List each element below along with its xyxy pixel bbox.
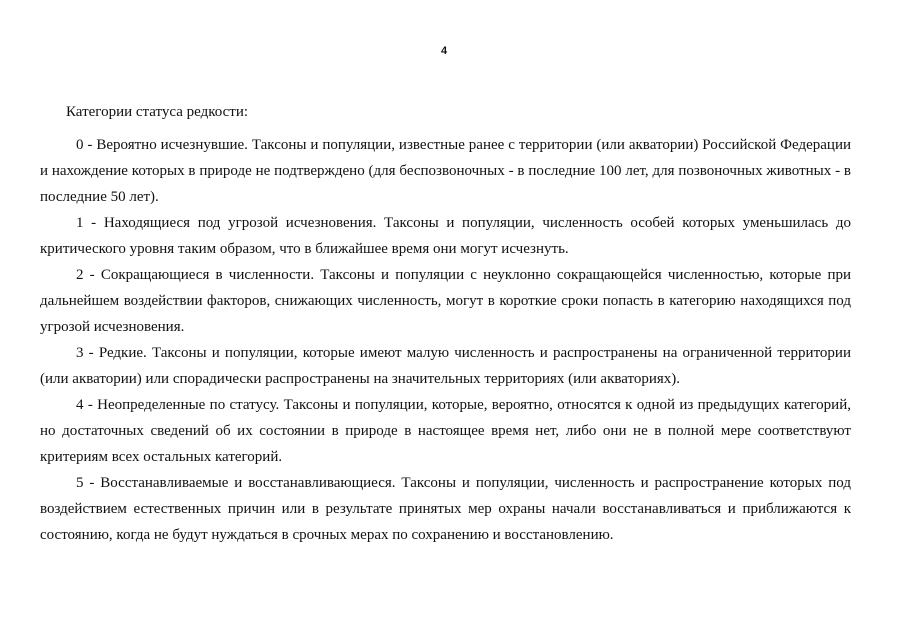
section-heading: Категории статуса редкости: [66,104,249,120]
category-4-paragraph: 4 - Неопределенные по статусу. Таксоны и популяции, которые, вероятно, относятся к одной из предыдущих категорий, но достаточных сведений об их состоянии в природе в настоящее время нет, либо они не в полной мере соответствуют критериям всех остальных категорий. [40,397,851,465]
category-5-paragraph: 5 - Восстанавливаемые и восстанавливающиеся. Таксоны и популяции, численность и распространение которых под воздействием естественных причин или в результате принятых мер охраны начали восстанавливаться и приближаются к состоянию, когда не будут нуждаться в срочных мерах по сохранению и восстановлению. [40,475,851,543]
category-1-paragraph: 1 - Находящиеся под угрозой исчезновения. Таксоны и популяции, численность особей которых уменьшилась до критического уровня таким образом, что в ближайшее время они могут исчезнуть. [40,215,851,257]
category-2-paragraph: 2 - Сокращающиеся в численности. Таксоны и популяции с неуклонно сокращающейся численностью, которые при дальнейшем воздействии факторов, снижающих численность, могут в короткие сроки попасть в категорию находящихся под угрозой исчезновения. [40,267,851,335]
category-3-paragraph: 3 - Редкие. Таксоны и популяции, которые имеют малую численность и распространены на ограниченной территории (или акватории) или спорадически распространены на значительных территориях (или акваториях). [40,345,851,387]
page-number: 4 [440,45,448,57]
category-0-paragraph: 0 - Вероятно исчезнувшие. Таксоны и популяции, известные ранее с территории (или акватории) Российской Федерации и нахождение которых в природе не подтверждено (для беспозвоночных - в последние 100 лет, для позвоночных животных - в последние 50 лет). [40,137,851,205]
document-body [40,99,851,548]
